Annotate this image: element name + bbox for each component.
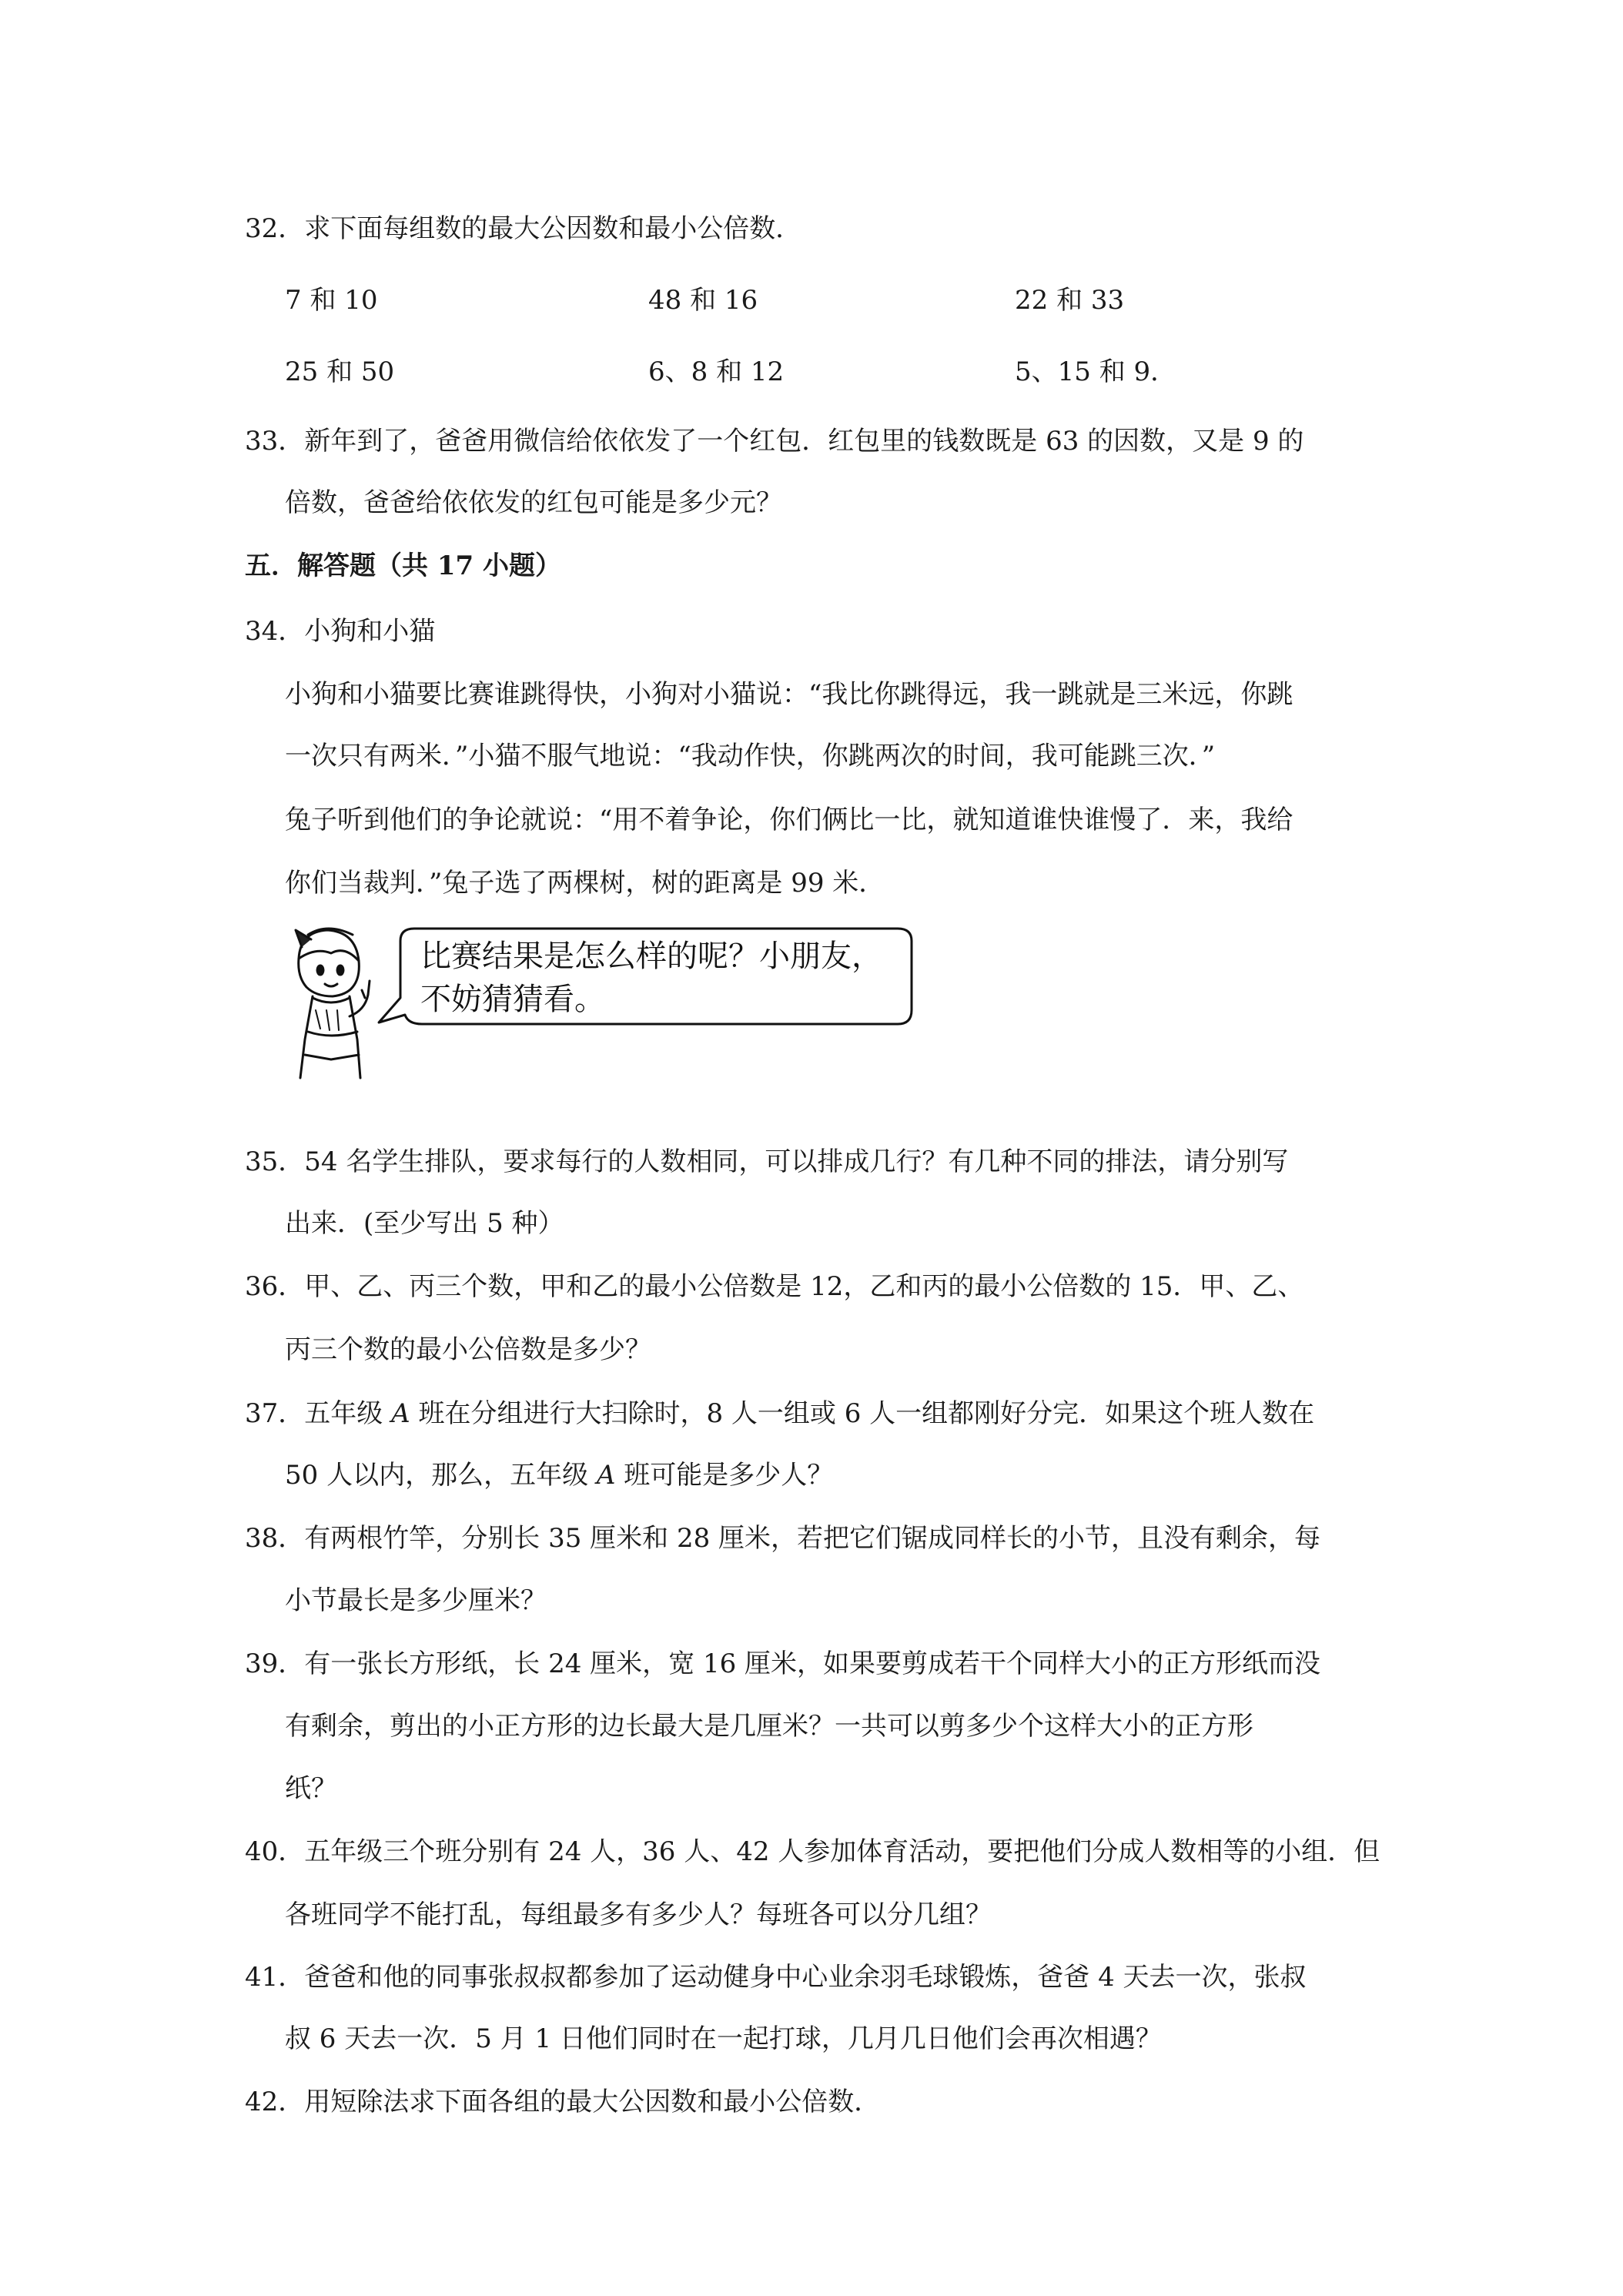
q37-line-1a: 37．五年级 xyxy=(245,1398,392,1429)
q39-line-3: 纸？ xyxy=(285,1773,337,1804)
q33-line-1: 33．新年到了，爸爸用微信给依依发了一个红包．红包里的钱数既是 63 的因数，又是 9 的 xyxy=(245,426,1304,457)
q40-line-1: 40．五年级三个班分别有 24 人，36 人、42 人参加体育活动，要把他们分成人数相等的小组．但 xyxy=(245,1836,1380,1867)
q35-line-1: 35．54 名学生排队，要求每行的人数相同，可以排成几行？有几种不同的排法，请分别写 xyxy=(245,1146,1289,1177)
section-5-heading: 五．解答题（共 17 小题） xyxy=(245,551,561,581)
q36-line-1: 36．甲、乙、丙三个数，甲和乙的最小公倍数是 12，乙和丙的最小公倍数的 15．甲、乙、 xyxy=(245,1271,1304,1302)
q36-line-2: 丙三个数的最小公倍数是多少？ xyxy=(285,1334,651,1365)
q32-pair-2: 48 和 16 xyxy=(648,285,758,316)
q37-line-2b: 班可能是多少人？ xyxy=(615,1460,834,1491)
q39-line-2: 有剩余，剪出的小正方形的边长最大是几厘米？一共可以剪多少个这样大小的正方形 xyxy=(285,1711,1253,1742)
q34-para-2: 一次只有两米．”小猫不服气地说：“我动作快，你跳两次的时间，我可能跳三次．” xyxy=(285,741,1216,771)
q32-pair-1: 7 和 10 xyxy=(285,285,378,316)
q34-para-1: 小狗和小猫要比赛谁跳得快，小狗对小猫说：“我比你跳得远，我一跳就是三米远，你跳 xyxy=(285,679,1293,710)
q37-class-var-2: A xyxy=(596,1460,616,1491)
q32-pair-6: 5、15 和 9． xyxy=(1015,356,1177,387)
q32-pair-5: 6、8 和 12 xyxy=(648,356,785,387)
q39-line-1: 39．有一张长方形纸，长 24 厘米，宽 16 厘米，如果要剪成若干个同样大小的正方形纸而没 xyxy=(245,1648,1321,1679)
q34-para-3: 兔子听到他们的争论就说：“用不着争论，你们俩比一比，就知道谁快谁慢了．来，我给 xyxy=(285,805,1293,835)
q41-line-2: 叔 6 天去一次．5 月 1 日他们同时在一起打球，几月几日他们会再次相遇？ xyxy=(285,2023,1162,2054)
q38-line-1: 38．有两根竹竿，分别长 35 厘米和 28 厘米，若把它们锯成同样长的小节，且没有剩余，每 xyxy=(245,1523,1321,1554)
cartoon-illustration xyxy=(285,924,916,1086)
q32-pair-4: 25 和 50 xyxy=(285,356,395,387)
q32-title: 32．求下面每组数的最大公因数和最小公倍数． xyxy=(245,213,802,244)
bubble-line-1: 比赛结果是怎么样的呢？小朋友， xyxy=(420,939,882,974)
q41-line-1: 41．爸爸和他的同事张叔叔都参加了运动健身中心业余羽毛球锻炼，爸爸 4 天去一次，张叔 xyxy=(245,1962,1307,1993)
q34-title: 34．小狗和小猫 xyxy=(245,616,436,647)
q34-para-4: 你们当裁判．”兔子选了两棵树，树的距离是 99 米． xyxy=(285,868,885,899)
q42-line-1: 42．用短除法求下面各组的最大公因数和最小公倍数． xyxy=(245,2087,881,2117)
bubble-line-2: 不妨猜猜看。 xyxy=(420,982,605,1017)
q35-line-2: 出来．(至少写出 5 种） xyxy=(285,1208,564,1239)
q37-line-2a: 50 人以内，那么，五年级 xyxy=(285,1460,597,1491)
q33-line-2: 倍数，爸爸给依依发的红包可能是多少元？ xyxy=(285,487,782,518)
q37-line-1 xyxy=(245,1398,1314,1429)
q38-line-2: 小节最长是多少厘米？ xyxy=(285,1585,547,1616)
q37-class-var-1: A xyxy=(391,1398,410,1429)
q32-pair-3: 22 和 33 xyxy=(1015,285,1125,316)
q37-line-2 xyxy=(285,1460,833,1491)
q40-line-2: 各班同学不能打乱，每组最多有多少人？每班各可以分几组？ xyxy=(285,1899,992,1930)
q37-line-1b: 班在分组进行大扫除时，8 人一组或 6 人一组都刚好分完．如果这个班人数在 xyxy=(410,1398,1315,1429)
